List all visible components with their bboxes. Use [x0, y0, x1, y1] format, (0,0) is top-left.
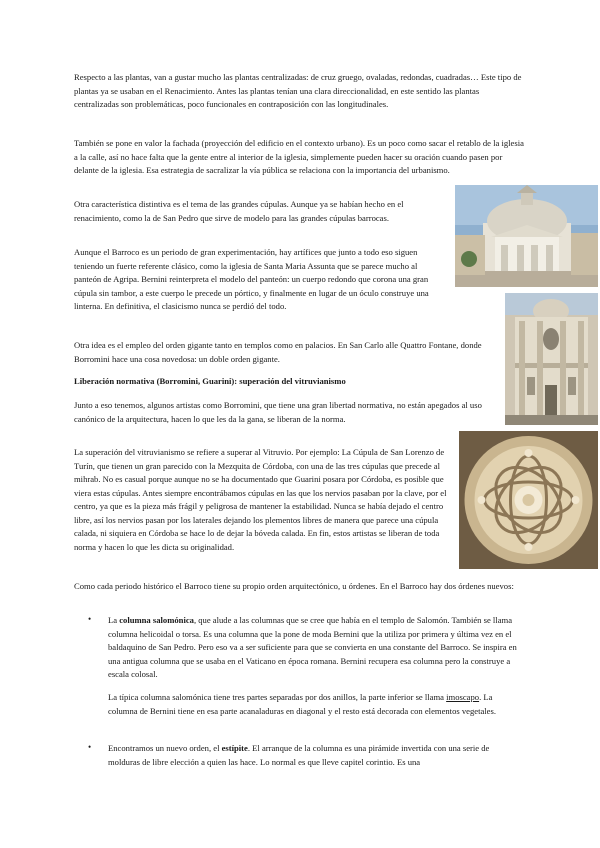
sub-paragraph-salomonica	[108, 691, 520, 718]
paragraph-ordenes: Como cada periodo histórico el Barroco tiene su propio orden arquitectónico, u órdenes. En el Barroco hay dos órdenes nuevos:	[74, 581, 514, 591]
san-lorenzo-dome-image	[459, 431, 598, 569]
paragraph-liberacion: Junto a eso tenemos, algunos artistas como Borromini, que tiene una gran libertad normativa, no están apegados al uso canónico de la arquitectura, hacen lo que les da la gana, se liberan de la norma.	[74, 400, 482, 424]
bullet-term: estípite	[221, 743, 248, 753]
bullet-text: . El arranque de la columna es una pirámide invertida con una serie de molduras de libre elección a quien las hace. Lo normal es que lleve capitel corintio. Es una	[108, 743, 490, 767]
section-heading: Liberación normativa (Borromini, Guarini): superación del vitruvianismo	[74, 376, 346, 386]
paragraph-vitruvianismo: La superación del vitruvianismo se refiere a superar al Vitruvio. Por ejemplo: La Cúpula de San Lorenzo de Turín, que tienen un gran parecido con la Mezquita de Córdoba, con una de las tres cúpulas que precede al mihrab. No es casual porque aunque no se ha documentado que Guarini posara por Córdoba, es posible que viera estas cúpulas. Antes siempre encontrábamos cúpulas en las que los nervios pasaban por la clave, por el centro, ya que es la pieza más frágil y peligrosa de mantener la estabilidad. Nunca se había dejado el centro libre, así los nervios pasan por los laterales dejando los plementos libres de manera que parece una cúpula calada, ni siquiera en Córdoba se hace lo de dejar la bóveda calada. En fin, estos artistas se liberan de toda norma y hacen lo que les dicta su originalidad.	[74, 447, 447, 552]
santa-maria-assunta-image	[455, 185, 598, 287]
san-carlo-facade-image	[505, 293, 598, 425]
paragraph-orden-gigante: Otra idea es el empleo del orden gigante tanto en templos como en palacios. En San Carlo alle Quattro Fontane, donde Borromini hace una cosa novedosa: un doble orden gigante.	[74, 340, 482, 364]
paragraph-clasicismo: Aunque el Barroco es un periodo de gran experimentación, hay artífices que junto a todo eso siguen teniendo un fuerte referente clásico, como la iglesia de Santa Maria Assunta que se parece mucho al panteón de Agripa. Bernini reinterpreta el modelo del panteón: un cuerpo redondo que corona una gran cúpula sin tambor, a este cuerpo le precede un pórtico, y finalmente en lugar de un óculo construye una linterna. En definitiva, el clasicismo nunca se perdió del todo.	[74, 247, 429, 311]
bullet-text: La	[108, 615, 120, 625]
bullet-term: columna salomónica	[119, 615, 194, 625]
paragraph-plantas: Respecto a las plantas, van a gustar mucho las plantas centralizadas: de cruz gruego, ovaladas, redondas, cuadradas… Este tipo de plantas ya se usaban en el Renacimiento. Antes las plantas tenían una clara direccionalidad, en este sentido las plantas centralizadas son problemáticas, poco funcionales en contraposición con las longitudinales.	[74, 72, 522, 109]
sub-text: La típica columna salomónica tiene tres partes separadas por dos anillos, la parte inferior se llama	[108, 692, 447, 702]
paragraph-cupulas: Otra característica distintiva es el tema de las grandes cúpulas. Aunque ya se habían hecho en el renacimiento, como la de San Pedro que sirve de modelo para las grandes cúpulas barrocas.	[74, 199, 404, 223]
bullet-estipite	[108, 742, 520, 769]
bullet-columna-salomonica	[108, 614, 520, 682]
paragraph-fachada: También se pone en valor la fachada (proyección del edificio en el contexto urbano). Es un poco como sacar el retablo de la iglesia a la calle, así no hace falta que la gente entre al interior de la iglesia, simplemente pueden hacer su oración cuando pasen por delante de la iglesia. Esa estrategia de sacralizar la vía pública se relaciona con la importancia del urbanismo.	[74, 138, 524, 175]
bullet-text: Encontramos un nuevo orden, el	[108, 743, 222, 753]
bullet-text: , que alude a las columnas que se cree que había en el templo de Salomón. También se llama columna helicoidal o torsa. Es una columna que la pone de moda Bernini que la utiliza por primera y última vez en el baldaquino de San Pedro. Pero eso va a ser suficiente para que se convierta en una constante del Barroco. Se inspira en una antigua columna que se usaba en el Vaticano en época romana. Bernini recupera esa columna pero la construye a escala colosal.	[108, 615, 517, 679]
bullet-marker: •	[88, 614, 92, 624]
underlined-term: imoscapo	[446, 692, 480, 702]
bullet-marker: •	[88, 742, 92, 752]
sub-text: . La columna de Bernini tiene en esa parte acanaladuras en diagonal y el resto está decorada con elementos vegetales.	[108, 692, 496, 716]
